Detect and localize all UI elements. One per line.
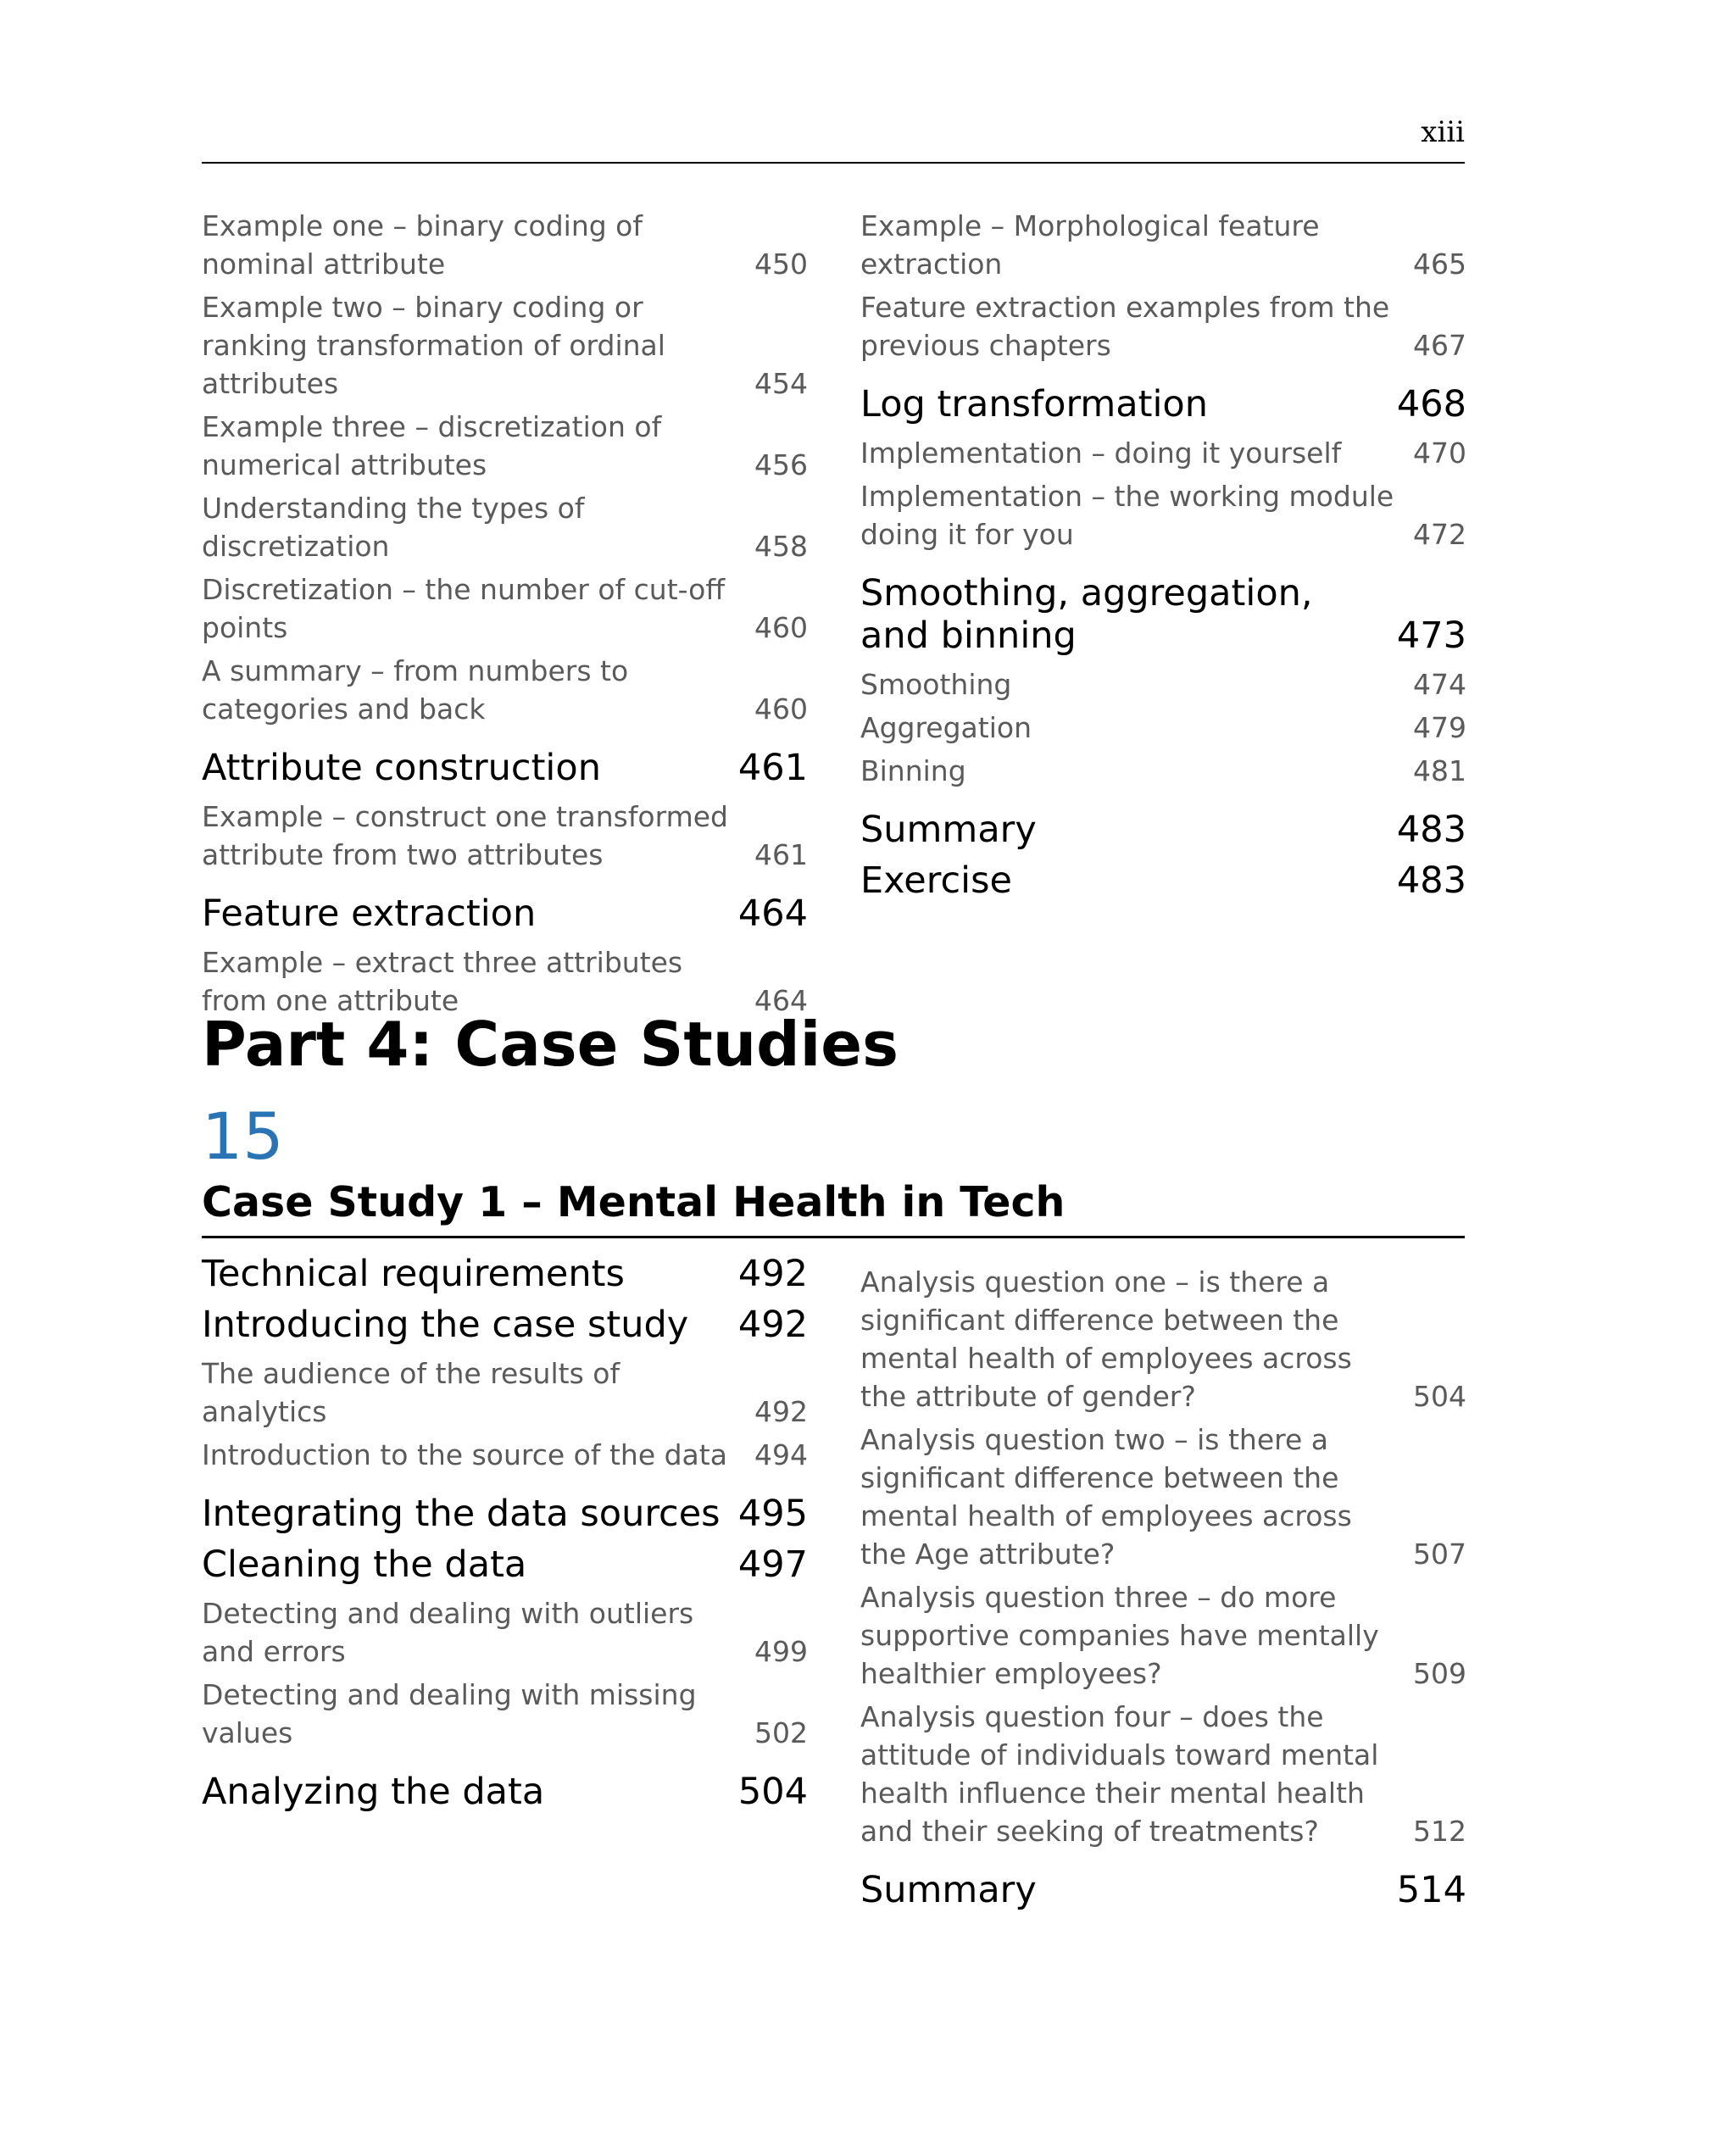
chapter-rule [202,1236,1465,1238]
toc-subsection-entry[interactable] [860,752,1466,790]
chapter-number: 15 [202,1098,284,1174]
toc-entry-page: 512 [1413,1815,1466,1848]
toc-subsection-entry[interactable] [202,207,808,283]
toc-subsection-entry[interactable] [202,652,808,728]
toc-section-entry[interactable] [860,859,1466,902]
toc-entry-title: Example one – binary coding of nominal attribute [202,209,643,281]
toc-subsection-entry[interactable] [202,288,808,403]
toc-entry-title: Example two – binary coding or ranking transformation of ordinal attributes [202,291,665,400]
part-title: Part 4: Case Studies [202,1009,899,1080]
toc-entry-page: 450 [754,247,808,281]
toc-section-entry[interactable] [860,809,1466,851]
toc-entry-title: Summary [860,809,1037,851]
toc-entry-title: Summary [860,1869,1037,1911]
toc-subsection-entry[interactable] [202,798,808,874]
toc-entry-title: Detecting and dealing with missing values [202,1678,697,1749]
toc-subsection-entry[interactable] [202,1676,808,1752]
toc-entry-page: 494 [754,1438,808,1471]
toc-entry-title: Analysis question one – is there a significant difference between the mental health of employees across the attribute of gender? [860,1265,1352,1413]
toc-entry-page: 456 [754,448,808,481]
toc-entry-title: Example three – discretization of numerical attributes [202,410,662,481]
toc-entry-title: Example – Morphological feature extraction [860,209,1320,281]
toc-entry-page: 464 [737,893,808,935]
toc-subsection-entry[interactable] [860,665,1466,703]
toc-entry-title: A summary – from numbers to categories and back [202,654,629,726]
toc-entry-page: 483 [1396,859,1466,902]
toc-subsection-entry[interactable] [860,477,1466,553]
toc-entry-page: 465 [1413,247,1466,281]
toc-subsection-entry[interactable] [860,1578,1466,1693]
toc-entry-title: Implementation – the working module doing it for you [860,480,1394,551]
toc-entry-page: 454 [754,367,808,400]
toc-column-left-bottom [202,1253,808,1821]
toc-entry-title: The audience of the results of analytics [202,1357,620,1428]
toc-entry-page: 468 [1396,383,1466,425]
toc-entry-title: Analysis question three – do more supportive companies have mentally healthier employees? [860,1581,1379,1690]
toc-entry-title: Introduction to the source of the data [202,1438,727,1471]
toc-entry-page: 460 [754,611,808,644]
toc-entry-title: Integrating the data sources [202,1493,721,1535]
toc-entry-title: Attribute construction [202,747,601,789]
toc-subsection-entry[interactable] [202,1354,808,1431]
toc-subsection-entry[interactable] [860,709,1466,747]
toc-entry-title: Smoothing, aggregation, and binning [860,572,1313,657]
toc-subsection-entry[interactable] [860,1421,1466,1573]
toc-entry-title: Introducing the case study [202,1304,689,1346]
toc-entry-page: 473 [1396,614,1466,657]
toc-entry-title: Example – extract three attributes from one attribute [202,946,683,1017]
toc-entry-page: 497 [737,1543,808,1586]
toc-subsection-entry[interactable] [202,1436,808,1474]
toc-entry-title: Log transformation [860,383,1208,425]
toc-section-entry[interactable] [202,1253,808,1295]
toc-entry-page: 460 [754,692,808,726]
toc-subsection-entry[interactable] [860,1698,1466,1850]
toc-section-entry[interactable] [860,572,1466,657]
toc-entry-title: Implementation – doing it yourself [860,437,1342,470]
toc-subsection-entry[interactable] [202,1594,808,1671]
toc-entry-page: 458 [754,530,808,563]
toc-entry-page: 492 [737,1304,808,1346]
toc-entry-page: 509 [1413,1657,1466,1690]
toc-entry-page: 499 [754,1635,808,1668]
toc-entry-title: Technical requirements [202,1253,625,1295]
toc-entry-page: 495 [737,1493,808,1535]
toc-entry-page: 504 [737,1771,808,1813]
toc-entry-title: Analysis question two – is there a significant difference between the mental health of employees across the Age attribute? [860,1423,1352,1571]
toc-entry-page: 514 [1396,1869,1466,1911]
toc-subsection-entry[interactable] [860,434,1466,472]
toc-entry-title: Analysis question four – does the attitude of individuals toward mental health influence their mental health and their seeking of treatments? [860,1700,1379,1848]
toc-section-entry[interactable] [202,893,808,935]
toc-entry-title: Feature extraction examples from the previous chapters [860,291,1390,362]
toc-section-entry[interactable] [860,383,1466,425]
toc-entry-title: Discretization – the number of cut-off points [202,573,726,644]
toc-entry-page: 481 [1413,754,1466,787]
toc-entry-page: 461 [737,747,808,789]
toc-section-entry[interactable] [202,747,808,789]
toc-entry-title: Analyzing the data [202,1771,545,1813]
toc-entry-title: Binning [860,754,966,787]
toc-subsection-entry[interactable] [860,288,1466,364]
toc-entry-page: 483 [1396,809,1466,851]
toc-entry-page: 474 [1413,668,1466,701]
chapter-title: Case Study 1 – Mental Health in Tech [202,1178,1066,1226]
toc-subsection-entry[interactable] [860,207,1466,283]
toc-entry-page: 467 [1413,329,1466,362]
toc-subsection-entry[interactable] [202,489,808,565]
toc-column-left-top [202,207,808,1025]
toc-subsection-entry[interactable] [860,1263,1466,1415]
toc-section-entry[interactable] [202,1493,808,1535]
toc-subsection-entry[interactable] [202,570,808,647]
toc-entry-title: Exercise [860,859,1012,902]
toc-entry-page: 492 [754,1395,808,1428]
toc-section-entry[interactable] [202,1304,808,1346]
header-rule [202,162,1465,164]
toc-entry-page: 461 [754,838,808,871]
toc-column-right-bottom [860,1263,1466,1920]
toc-entry-title: Understanding the types of discretization [202,492,585,563]
toc-entry-page: 479 [1413,711,1466,744]
toc-section-entry[interactable] [202,1543,808,1586]
toc-entry-title: Detecting and dealing with outliers and errors [202,1597,694,1668]
toc-entry-title: Example – construct one transformed attribute from two attributes [202,800,729,871]
toc-entry-page: 464 [754,984,808,1017]
toc-entry-page: 504 [1413,1380,1466,1413]
toc-section-entry[interactable] [202,1771,808,1813]
toc-entry-page: 492 [737,1253,808,1295]
toc-entry-title: Smoothing [860,668,1012,701]
toc-entry-page: 472 [1413,518,1466,551]
toc-column-right-top [860,207,1466,910]
toc-entry-page: 470 [1413,437,1466,470]
toc-entry-title: Cleaning the data [202,1543,527,1586]
page-number: xiii [1421,115,1465,149]
toc-subsection-entry[interactable] [202,408,808,484]
toc-entry-title: Aggregation [860,711,1032,744]
toc-entry-title: Feature extraction [202,893,537,935]
toc-entry-page: 507 [1413,1538,1466,1571]
toc-entry-page: 502 [754,1716,808,1749]
toc-section-entry[interactable] [860,1869,1466,1911]
